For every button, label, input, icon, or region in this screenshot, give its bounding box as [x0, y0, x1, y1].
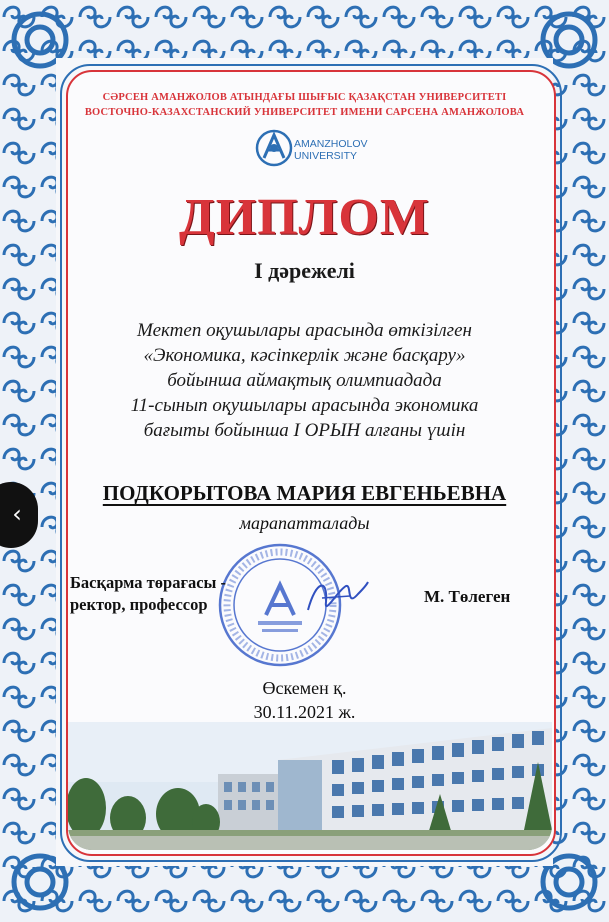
diploma-title: ДИПЛОМ [179, 189, 430, 246]
signatory-name: М. Төлеген [424, 587, 511, 606]
logo-line-2: UNIVERSITY [294, 150, 358, 162]
diploma-degree: І дәрежелі [254, 258, 355, 283]
diploma-body [0, 318, 609, 443]
city: Өскемен қ. [262, 678, 347, 698]
logo-line-1: AMANZHOLOV [294, 138, 368, 150]
body-line: бойынша аймақтық олимпиадада [167, 370, 442, 391]
chevron-left-icon: ‹ [12, 500, 22, 528]
handwritten-signature [302, 572, 372, 622]
university-name-ru: ВОСТОЧНО-КАЗАХСТАНСКИЙ УНИВЕРСИТЕТ ИМЕНИ САРСЕНА АМАНЖОЛОВА [84, 107, 525, 118]
body-line: Мектеп оқушылары арасында өткізілген [137, 320, 472, 341]
date: 30.11.2021 ж. [253, 702, 356, 722]
university-name-kz: СӘРСЕН АМАНЖОЛОВ АТЫНДАҒЫ ШЫҒЫС ҚАЗАҚСТАН УНИВЕРСИТЕТІ [102, 92, 507, 103]
place-and-date [0, 676, 609, 724]
signatory-title [70, 572, 226, 616]
campus-building-photo [68, 722, 552, 850]
body-line: 11-сынып оқушылары арасында экономика [130, 395, 479, 416]
signatory-title-line-1: Басқарма төрағасы - [70, 573, 227, 592]
signatory-title-line-2: ректор, профессор [70, 595, 208, 614]
awarded-text: марапатталады [239, 513, 370, 533]
body-line: «Экономика, кәсіпкерлік және басқару» [143, 345, 466, 366]
body-line: бағыты бойынша І ОРЫН алғаны үшін [143, 420, 466, 441]
recipient-name: ПОДКОРЫТОВА МАРИЯ ЕВГЕНЬЕВНА [102, 481, 507, 505]
logo-wordmark [294, 138, 368, 162]
